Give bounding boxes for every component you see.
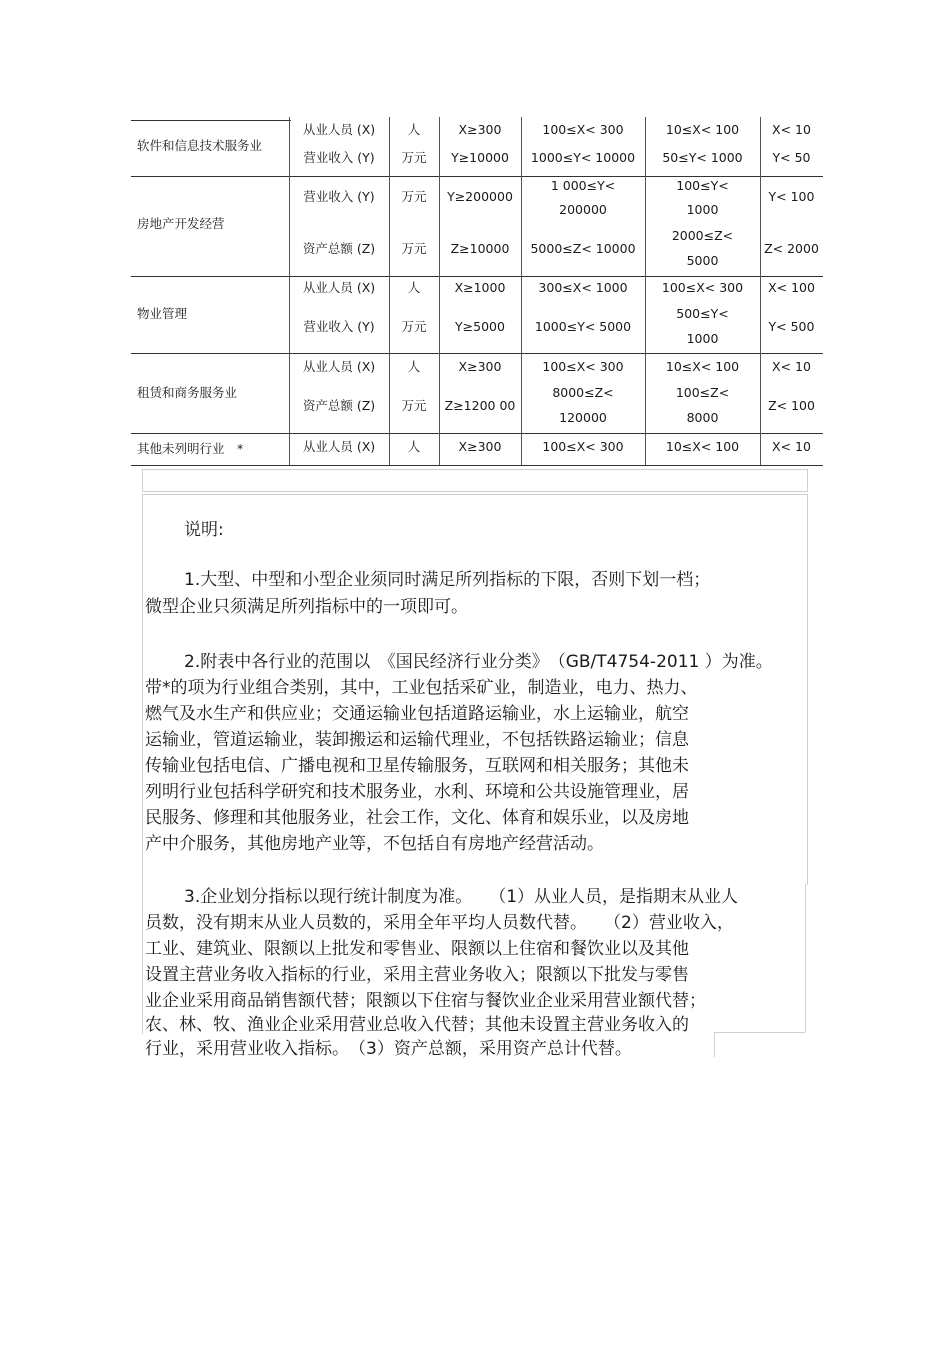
medium-threshold-cont: 200000 [559, 202, 607, 217]
indicator-name: 营业收入 (Y) [303, 189, 375, 204]
micro-threshold: X< 10 [772, 122, 811, 137]
large-threshold: Z≥1200 00 [444, 398, 516, 413]
small-threshold: 100≤X< 300 [661, 280, 744, 295]
indicator-name: 从业人员 (X) [302, 439, 376, 454]
note-line: 运输业，管道运输业，装卸搬运和运输代理业，不包括铁路运输业；信息 [145, 730, 689, 750]
note-line: 行业，采用营业收入指标。 （3）资产总额，采用资产总计代替。 [145, 1039, 632, 1059]
note-line: 2.附表中各行业的范围以 《国民经济行业分类》 （GB/T4754-2011 ）为准。 [184, 652, 773, 672]
small-threshold: 100≤Z< [675, 385, 730, 400]
medium-threshold: 100≤X< 300 [542, 122, 624, 137]
notes-frame-right [805, 884, 806, 1032]
indicator-name: 从业人员 (X) [302, 280, 376, 295]
small-threshold-cont: 1000 [686, 202, 719, 217]
unit: 万元 [401, 398, 427, 413]
table-rule [289, 117, 290, 465]
large-threshold: Y≥10000 [451, 150, 509, 165]
indicator-name: 从业人员 (X) [302, 359, 376, 374]
micro-threshold: X< 10 [772, 359, 811, 374]
notes-frame-left [142, 884, 143, 1034]
unit: 人 [407, 359, 421, 374]
medium-threshold: 5000≤Z< 10000 [530, 241, 636, 256]
large-threshold: X≥300 [458, 359, 502, 374]
small-threshold: 50≤Y< 1000 [662, 150, 743, 165]
large-threshold: X≥1000 [454, 280, 506, 295]
indicator-name: 营业收入 (Y) [303, 150, 375, 165]
medium-threshold: 100≤X< 300 [542, 439, 624, 454]
medium-threshold: 300≤X< 1000 [538, 280, 628, 295]
small-threshold: 10≤X< 100 [665, 359, 740, 374]
industry-label: 租赁和商务服务业 [137, 385, 238, 400]
note-line: 员数，没有期末从业人员数的，采用全年平均人员数代替。 （2）营业收入， [145, 913, 734, 933]
micro-threshold: Y< 500 [768, 319, 815, 334]
indicator-name: 营业收入 (Y) [303, 319, 375, 334]
medium-threshold: 100≤X< 300 [542, 359, 624, 374]
medium-threshold-cont: 120000 [559, 410, 607, 425]
note-line: 设置主营业务收入指标的行业，采用主营业务收入；限额以下批发与零售 [145, 965, 689, 985]
medium-threshold: 1000≤Y< 10000 [530, 150, 636, 165]
unit: 万元 [401, 150, 427, 165]
indicator-name: 从业人员 (X) [302, 122, 376, 137]
industry-label: 房地产开发经营 [137, 216, 225, 231]
medium-threshold: 1000≤Y< 5000 [534, 319, 632, 334]
small-threshold: 500≤Y< [676, 306, 729, 321]
large-threshold: Y≥5000 [455, 319, 505, 334]
note-line: 1.大型、中型和小型企业须同时满足所列指标的下限，否则下划一档； [184, 570, 711, 590]
large-threshold: Z≥10000 [450, 241, 510, 256]
notes-title: 说明: [184, 520, 224, 540]
note-line: 产中介服务，其他房地产业等，不包括自有房地产经营活动。 [145, 834, 604, 854]
large-threshold: X≥300 [458, 439, 502, 454]
unit: 万元 [401, 241, 427, 256]
unit: 万元 [401, 319, 427, 334]
note-line: 3.企业划分指标以现行统计制度为准。 （1）从业人员，是指期末从业人 [184, 887, 739, 907]
small-threshold-cont: 8000 [686, 410, 719, 425]
micro-threshold: Y< 50 [772, 150, 811, 165]
small-threshold-cont: 1000 [686, 331, 719, 346]
note-line: 燃气及水生产和供应业；交通运输业包括道路运输业，水上运输业，航空 [145, 704, 689, 724]
small-threshold: 2000≤Z< [671, 228, 734, 243]
industry-label: 物业管理 [137, 306, 188, 321]
notes-frame-bottom [714, 1032, 805, 1033]
indicator-name: 资产总额 (Z) [302, 241, 376, 256]
industry-label: 其他未列明行业 * [137, 441, 244, 456]
note-line: 带*的项为行业组合类别，其中，工业包括采矿业，制造业，电力、热力、 [145, 678, 698, 698]
medium-threshold: 8000≤Z< [552, 385, 614, 400]
micro-threshold: Y< 100 [768, 189, 815, 204]
unit: 人 [407, 439, 421, 454]
note-line: 微型企业只须满足所列指标中的一项即可。 [145, 597, 468, 617]
micro-threshold: Z< 100 [768, 398, 815, 413]
note-line: 列明行业包括科学研究和技术服务业，水利、环境和公共设施管理业，居 [145, 782, 689, 802]
micro-threshold: X< 100 [768, 280, 815, 295]
large-threshold: X≥300 [458, 122, 502, 137]
unit: 万元 [401, 189, 427, 204]
micro-threshold: X< 10 [772, 439, 811, 454]
indicator-name: 资产总额 (Z) [302, 398, 376, 413]
small-threshold-cont: 5000 [686, 253, 719, 268]
note-line: 农、林、牧、渔业企业采用营业总收入代替；其他未设置主营业务收入的 [145, 1015, 689, 1035]
industry-label: 软件和信息技术服务业 [137, 138, 263, 153]
table-rule [131, 465, 823, 466]
unit: 人 [407, 122, 421, 137]
small-threshold: 10≤X< 100 [665, 122, 740, 137]
notes-frame-top [142, 469, 808, 492]
note-line: 民服务、修理和其他服务业，社会工作，文化、体育和娱乐业，以及房地 [145, 808, 689, 828]
unit: 人 [407, 280, 421, 295]
medium-threshold: 1 000≤Y< [550, 178, 616, 193]
table-rule [131, 120, 291, 121]
micro-threshold: Z< 2000 [764, 241, 819, 256]
large-threshold: Y≥200000 [447, 189, 513, 204]
note-line: 业企业采用商品销售额代替；限额以下住宿与餐饮业企业采用营业额代替； [145, 991, 706, 1011]
small-threshold: 10≤X< 100 [665, 439, 740, 454]
note-line: 工业、建筑业、限额以上批发和零售业、限额以上住宿和餐饮业以及其他 [145, 939, 689, 959]
note-line: 传输业包括电信、广播电视和卫星传输服务，互联网和相关服务；其他未 [145, 756, 689, 776]
notes-frame-tail [714, 1032, 715, 1057]
small-threshold: 100≤Y< [676, 178, 729, 193]
